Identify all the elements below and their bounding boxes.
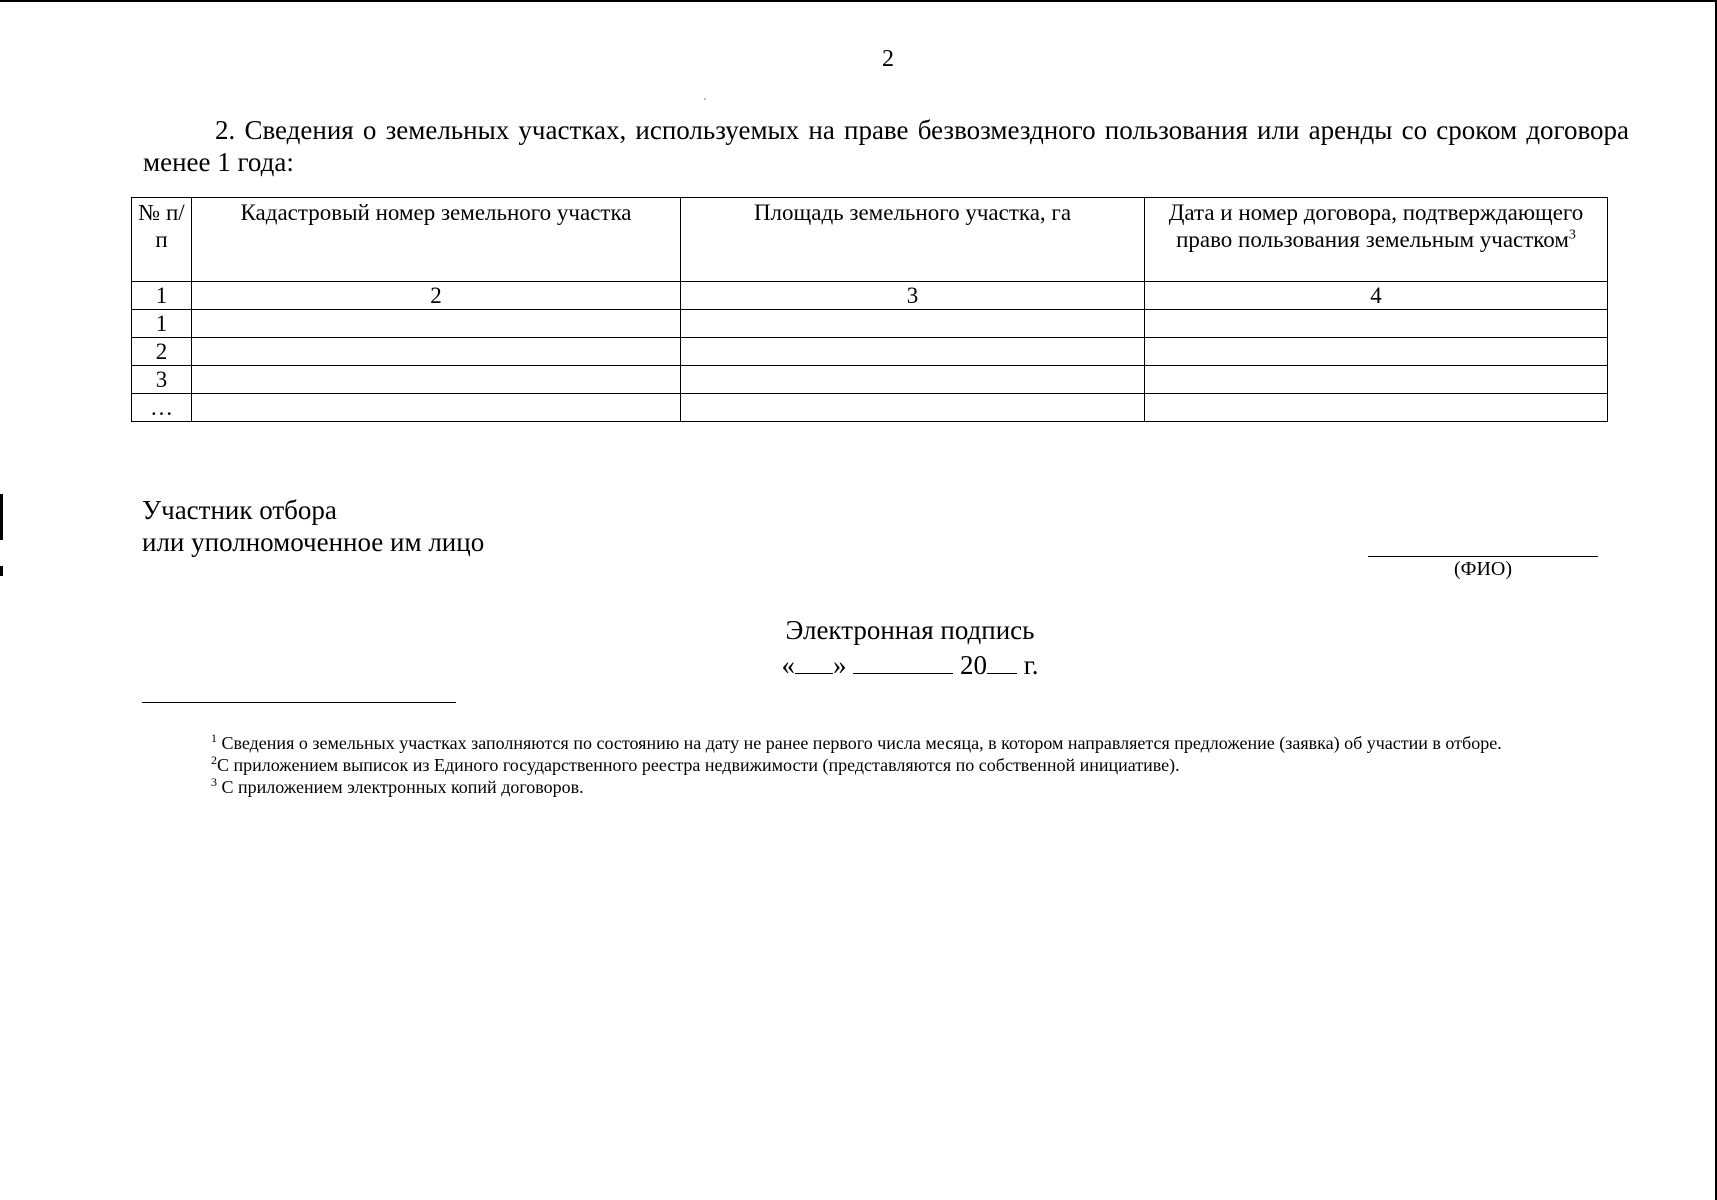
section-intro: 2. Сведения о земельных участках, используемых на праве безвозмездного пользования или аренды со сроком договора менее 1 года: [143,115,1629,177]
header-number: № п/п [132,198,192,282]
footnotes [141,732,1629,798]
contract-cell[interactable] [1145,394,1608,422]
cadastral-cell[interactable] [192,310,681,338]
scan-edge-mark [0,494,3,540]
footnote-mark: 3 [211,775,217,789]
scan-edge-mark [0,566,3,576]
column-number: 1 [132,282,192,310]
footnote-2 [141,754,1629,776]
area-cell[interactable] [681,366,1145,394]
column-number: 3 [681,282,1145,310]
year-blank[interactable] [987,647,1017,674]
footnote-3 [141,776,1629,798]
footnote-mark: 2 [211,753,217,767]
footnote-ref-3: 3 [1568,227,1576,243]
header-contract-text: Дата и номер договора, подтверждающего право пользования земельным участком [1168,200,1584,252]
header-cadastral-number: Кадастровый номер земельного участка [192,198,681,282]
contract-cell[interactable] [1145,338,1608,366]
footnote-mark: 1 [211,731,217,745]
scan-speck [704,98,706,100]
day-blank[interactable] [795,647,833,674]
footnote-text: С приложением выписок из Единого государственного реестра недвижимости (представляются по собственной инициативе). [217,755,1180,775]
page-border-top [0,0,1717,2]
row-number: … [132,394,192,422]
column-number-row [132,282,1608,310]
page-number: 2 [882,46,894,72]
cadastral-cell[interactable] [192,338,681,366]
land-plots-table [131,197,1608,422]
footnote-1 [141,732,1629,754]
month-blank[interactable] [853,647,953,674]
table-row [132,394,1608,422]
table-row [132,310,1608,338]
header-contract [1145,198,1608,282]
date-open-quote: « [781,650,795,680]
table-row [132,366,1608,394]
fio-signature-line[interactable] [1368,556,1598,557]
footnote-text: Сведения о земельных участках заполняются по состоянию на дату не ранее первого числа месяца, в котором направляется предложение (заявка) об участии в отборе. [221,733,1502,753]
electronic-signature-block [700,614,1120,682]
table-header-row [132,198,1608,282]
signature-date-line [700,647,1120,682]
contract-cell[interactable] [1145,310,1608,338]
signer-line-2: или уполномоченное им лицо [142,527,485,557]
footnote-separator [142,702,456,703]
row-number: 1 [132,310,192,338]
year-prefix: 20 [959,650,987,680]
table-row [132,338,1608,366]
header-plot-area: Площадь земельного участка, га [681,198,1145,282]
year-suffix: г. [1023,650,1039,680]
column-number: 4 [1145,282,1608,310]
signer-line-1: Участник отбора [142,495,337,525]
row-number: 2 [132,338,192,366]
signer-block [142,494,484,558]
area-cell[interactable] [681,310,1145,338]
area-cell[interactable] [681,338,1145,366]
area-cell[interactable] [681,394,1145,422]
row-number: 3 [132,366,192,394]
electronic-signature-title: Электронная подпись [785,615,1035,645]
date-close-quote: » [832,650,847,680]
fio-label: (ФИО) [1453,558,1512,580]
cadastral-cell[interactable] [192,366,681,394]
cadastral-cell[interactable] [192,394,681,422]
footnote-text: С приложением электронных копий договоров. [221,777,584,797]
contract-cell[interactable] [1145,366,1608,394]
column-number: 2 [192,282,681,310]
